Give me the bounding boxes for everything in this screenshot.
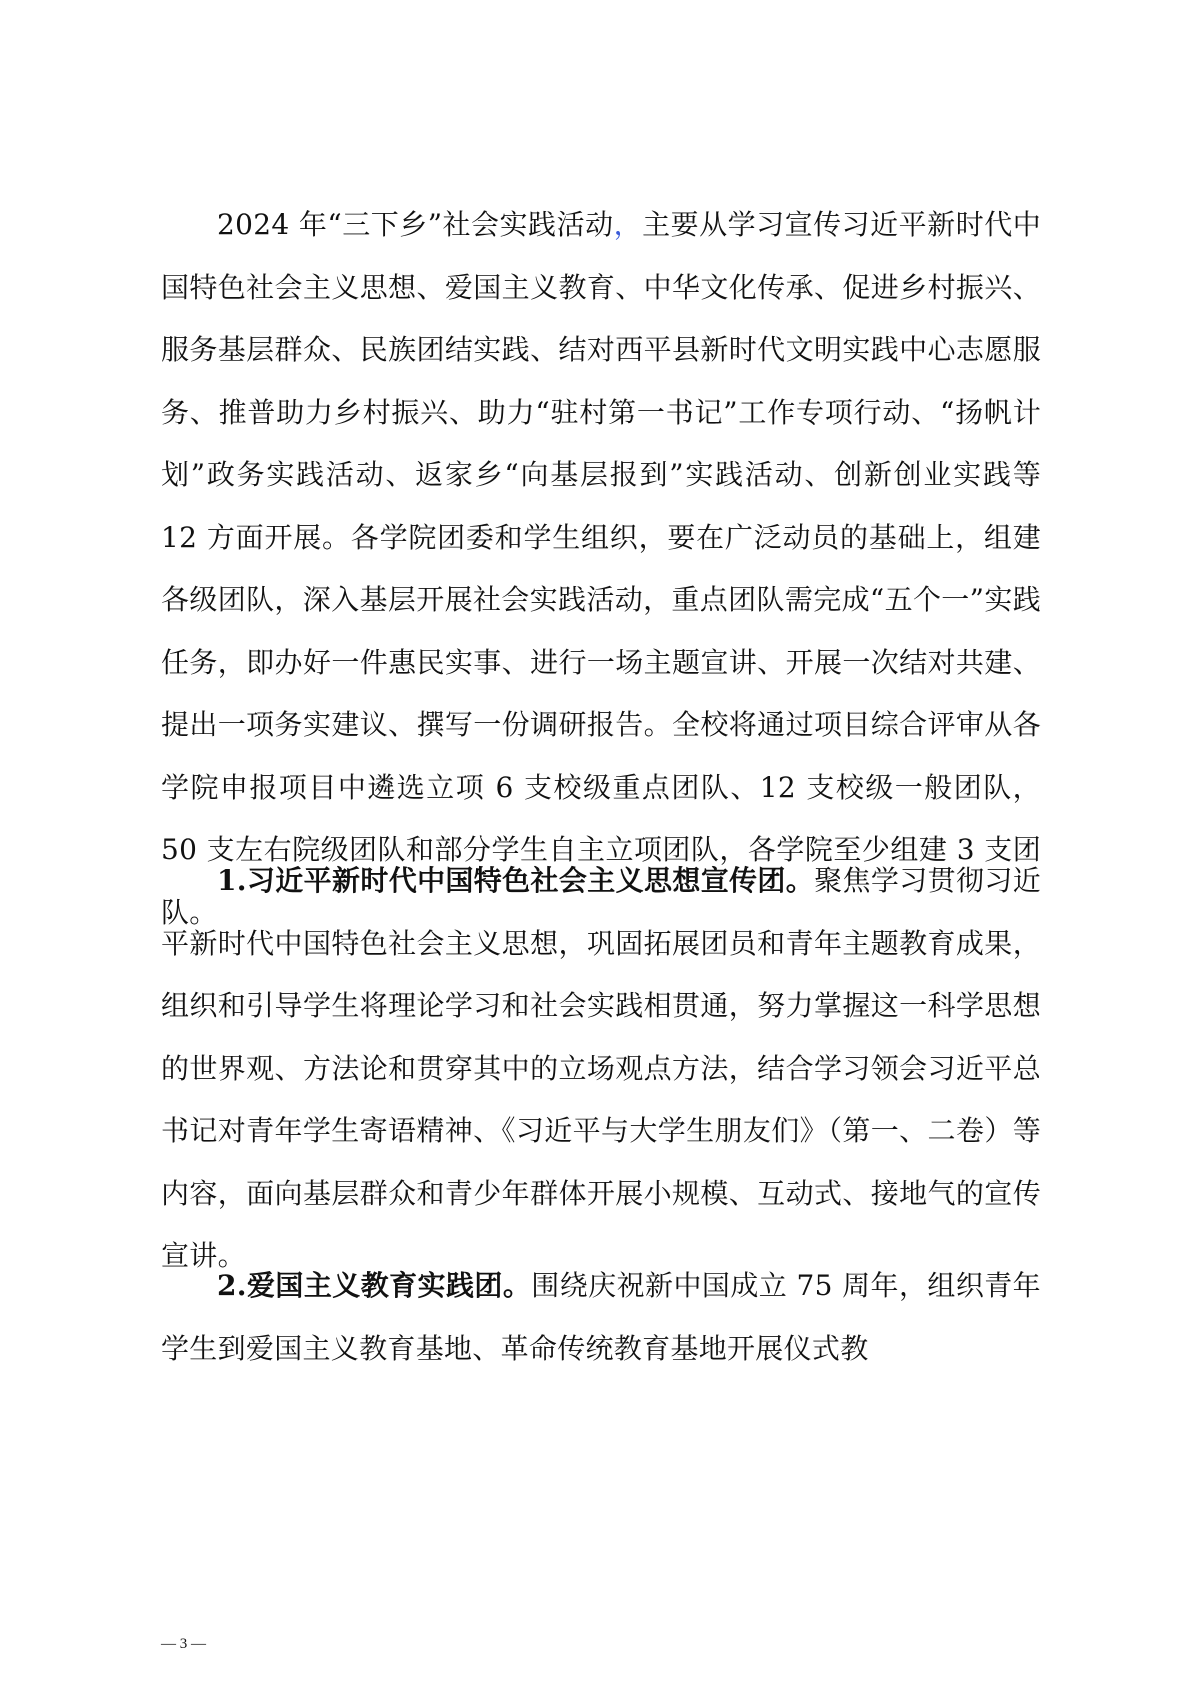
section-2-text: 围绕庆祝新中国成立 75 周年，组织青年学生到爱国主义教育基地、革命传统教育基地开展仪式教 xyxy=(161,1269,1041,1365)
section-1-text: 聚焦学习贯彻习近平新时代中国特色社会主义思想，巩固拓展团员和青年主题教育成果，组织和引导学生将理论学习和社会实践相贯通，努力掌握这一科学思想的世界观、方法论和贯穿其中的立场观点方法，结合学习领会习近平总书记对青年学生寄语精神、《习近平与大学生朋友们》（第一、二卷）等内容，面向基层群众和青少年群体开展小规模、互动式、接地气的宣传宣讲。 xyxy=(161,864,1041,1272)
section-2-paragraph xyxy=(161,1255,1041,1380)
intro-lead: 2024 年“三下乡”社会实践活动 xyxy=(217,208,614,241)
section-2-heading: 2.爱国主义教育实践团。 xyxy=(217,1269,532,1302)
section-2 xyxy=(161,1255,1041,1380)
section-1-paragraph xyxy=(161,850,1041,1288)
section-1-heading: 1.习近平新时代中国特色社会主义思想宣传团。 xyxy=(217,864,815,897)
intro-paragraph xyxy=(161,194,1041,944)
section-1 xyxy=(161,850,1041,1288)
intro-text: 主要从学习宣传习近平新时代中国特色社会主义思想、爱国主义教育、中华文化传承、促进乡村振兴、服务基层群众、民族团结实践、结对西平县新时代文明实践中心志愿服务、推普助力乡村振兴、助力“驻村第一书记”工作专项行动、“扬帆计划”政务实践活动、返家乡“向基层报到”实践活动、创新创业实践等 12 方面开展。各学院团委和学生组织，要在广泛动员的基础上，组建各级团队，深入基层开展社会实践活动，重点团队需完成“五个一”实践任务，即办好一件惠民实事、进行一场主题宣讲、开展一次结对共建、提出一项务实建议、撰写一份调研报告。全校将通过项目综合评审从各学院申报项目中遴选立项 6 支校级重点团队、12 支校级一般团队，50 支左右院级团队和部分学生自主立项团队，各学院至少组建 3 支团队。 xyxy=(161,208,1042,929)
page-number: — 3 — xyxy=(161,1636,206,1652)
body-text xyxy=(161,194,1041,944)
highlighted-comma: ， xyxy=(613,208,643,241)
